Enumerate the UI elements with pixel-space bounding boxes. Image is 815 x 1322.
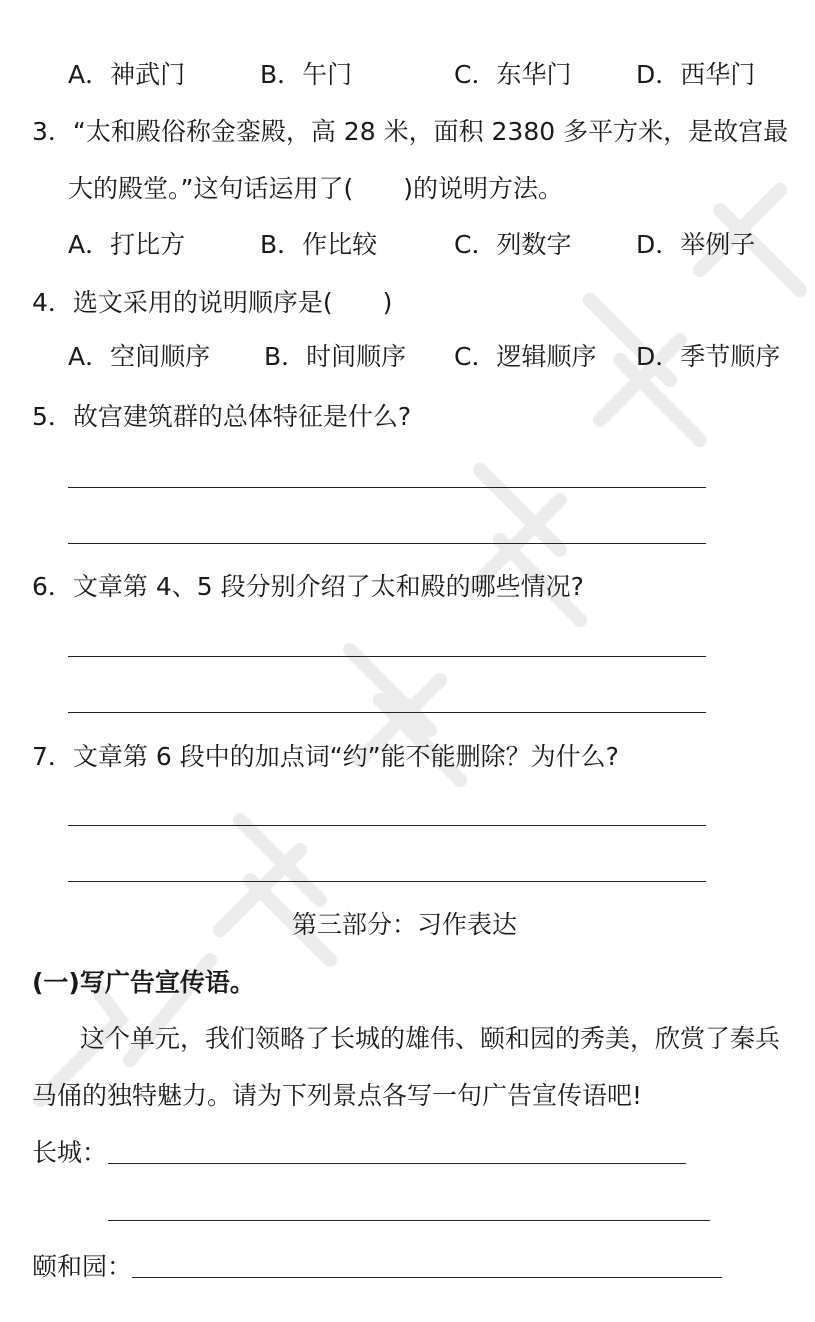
q7-answer-line-2[interactable] [68,881,706,882]
q7-text: 7．文章第 6 段中的加点词“约”能不能删除？为什么? [32,742,619,771]
q7-answer-line-1[interactable] [68,825,706,826]
q4-option-a[interactable]: A．空间顺序 [68,342,211,371]
q3-options [68,228,808,262]
section1-paragraph-line1: 这个单元，我们领略了长城的雄伟、颐和园的秀美，欣赏了秦兵 [80,1024,781,1053]
q2-option-d[interactable]: D．西华门 [636,60,756,89]
section1-title: (一)写广告宣传语。 [32,968,255,997]
q2-option-a[interactable]: A．神武门 [68,60,186,89]
q2-options [68,58,808,92]
summer-palace-label: 颐和园： [32,1252,133,1281]
q4-option-b[interactable]: B．时间顺序 [264,342,407,371]
q3-option-a[interactable]: A．打比方 [68,230,186,259]
q4-options [68,340,808,374]
q2-option-c[interactable]: C．东华门 [454,60,572,89]
q4-option-c[interactable]: C．逻辑顺序 [454,342,597,371]
q4-text: 4．选文采用的说明顺序是( ) [32,288,393,317]
q5-answer-line-2[interactable] [68,543,706,544]
q5-text: 5．故宫建筑群的总体特征是什么? [32,402,412,431]
q6-text: 6．文章第 4、5 段分别介绍了太和殿的哪些情况? [32,572,584,601]
q3-option-c[interactable]: C．列数字 [454,230,572,259]
q3-text-line1: 3．“太和殿俗称金銮殿，高 28 米，面积 2380 多平方米，是故宫最 [32,117,789,146]
q3-text-line2: 大的殿堂。”这句话运用了( )的说明方法。 [68,174,563,203]
q3-option-b[interactable]: B．作比较 [260,230,378,259]
q2-option-b[interactable]: B．午门 [260,60,353,89]
q4-option-d[interactable]: D．季节顺序 [636,342,781,371]
section1-paragraph-line2: 马俑的独特魅力。请为下列景点各写一句广告宣传语吧! [32,1081,643,1110]
summer-palace-answer-line[interactable] [132,1277,722,1278]
great-wall-label: 长城： [32,1138,108,1167]
q6-answer-line-2[interactable] [68,712,706,713]
q6-answer-line-1[interactable] [68,656,706,657]
great-wall-answer-line-2[interactable] [108,1220,710,1221]
great-wall-answer-line-1[interactable] [108,1163,686,1164]
q5-answer-line-1[interactable] [68,487,706,488]
q3-option-d[interactable]: D．举例子 [636,230,756,259]
part3-title: 第三部分：习作表达 [292,910,518,939]
